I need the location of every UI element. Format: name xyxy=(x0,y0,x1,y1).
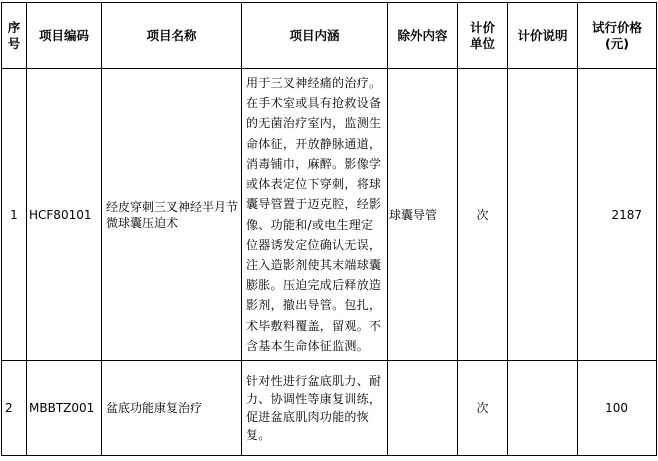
header-content: 项目内涵 xyxy=(242,3,388,69)
header-pricing-note: 计价说明 xyxy=(508,3,578,69)
cell-unit: 次 xyxy=(458,361,508,456)
cell-pricing-note xyxy=(508,69,578,361)
header-name: 项目名称 xyxy=(102,3,242,69)
cell-code: MBBTZ001 xyxy=(27,361,102,456)
cell-content: 用于三叉神经痛的治疗。在手术室或具有抢救设备的无菌治疗室内，监测生命体征，开放静脉通道，消毒铺巾，麻醉。影像学或体表定位下穿刺，将球囊导管置于迈克腔，经影像、功能和/或电生理定位器诱发定位确认无误，注入造影剂使其末端球囊膨胀。压迫完成后释放造影剂，撤出导管。包扎，术毕敷料覆盖，留观。不含基本生命体征监测。 xyxy=(242,69,388,361)
price-table xyxy=(1,2,657,456)
cell-price: 100 xyxy=(578,361,657,456)
cell-seq: 2 xyxy=(2,361,27,456)
header-code: 项目编码 xyxy=(27,3,102,69)
cell-code: HCF80101 xyxy=(27,69,102,361)
cell-name: 经皮穿刺三叉神经半月节微球囊压迫术 xyxy=(102,69,242,361)
cell-price: 2187 xyxy=(578,69,657,361)
cell-content: 针对性进行盆底肌力、耐力、协调性等康复训练，促进盆底肌肉功能的恢复。 xyxy=(242,361,388,456)
cell-exclusion: 球囊导管 xyxy=(388,69,458,361)
header-seq: 序号 xyxy=(2,3,27,69)
cell-seq: 1 xyxy=(2,69,27,361)
cell-unit: 次 xyxy=(458,69,508,361)
header-exclusion: 除外内容 xyxy=(388,3,458,69)
header-price: 试行价格(元) xyxy=(578,3,657,69)
cell-pricing-note xyxy=(508,361,578,456)
cell-exclusion xyxy=(388,361,458,456)
table-header-row xyxy=(2,3,657,69)
table-row xyxy=(2,361,657,456)
cell-name: 盆底功能康复治疗 xyxy=(102,361,242,456)
table-row xyxy=(2,69,657,361)
header-unit: 计价单位 xyxy=(458,3,508,69)
